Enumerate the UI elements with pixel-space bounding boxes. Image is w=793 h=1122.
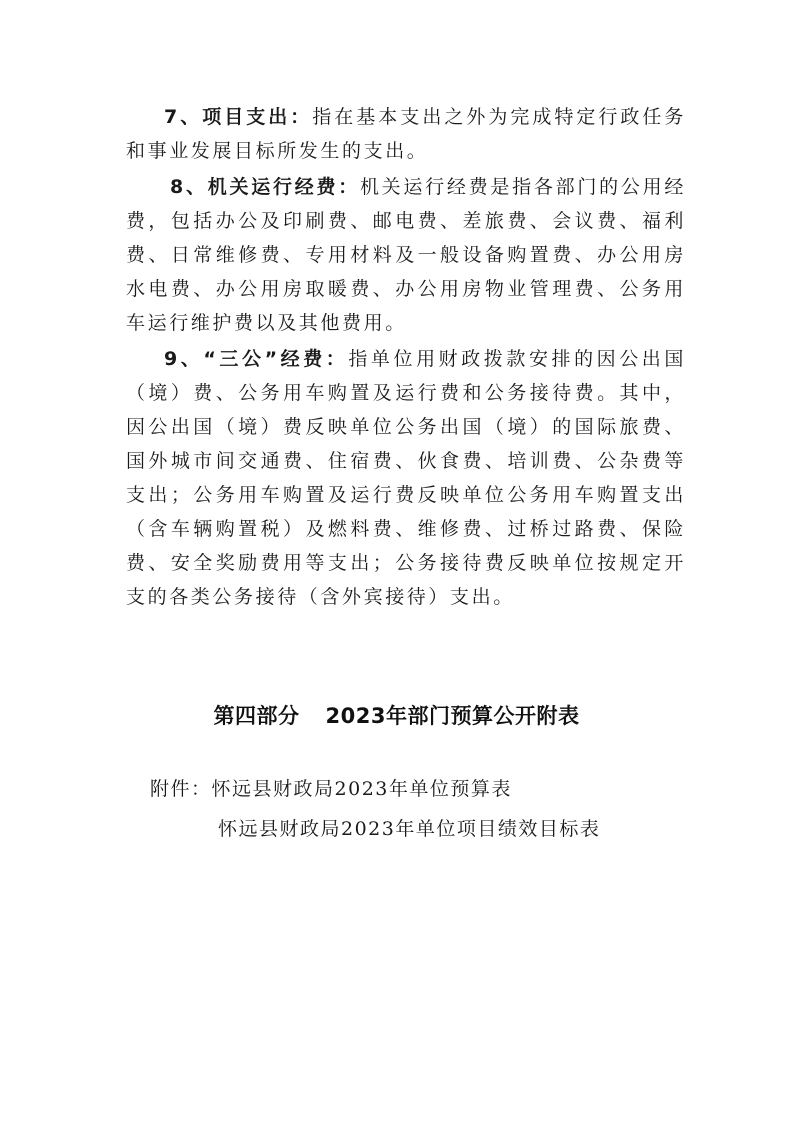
attachment-label: 附件： <box>150 778 212 800</box>
definition-term: 7、项目支出： <box>164 106 313 128</box>
attachment-title-2: 怀远县财政局2023年单位项目绩效目标表 <box>218 818 601 840</box>
definition-item-project-expenditure <box>126 100 686 168</box>
section-title-text: 2023年部门预算公开附表 <box>325 704 580 728</box>
definition-term: 8、机关运行经费： <box>170 176 360 198</box>
attachment-line-1 <box>150 772 512 806</box>
document-body <box>126 100 686 614</box>
definition-term: 9、“三公”经费： <box>164 348 349 370</box>
attachment-title-1: 怀远县财政局2023年单位预算表 <box>211 778 512 800</box>
definition-text: 指单位用财政拨款安排的因公出国（境）费、公务用车购置及运行费和公务接待费。其中，因公出国（境）费反映单位公务出国（境）的国际旅费、国外城市间交通费、住宿费、伙食费、培训费、公杂费等支出；公务用车购置及运行费反映单位公务用车购置支出（含车辆购置税）及燃料费、维修费、过桥过路费、保险费、安全奖励费用等支出；公务接待费反映单位按规定开支的各类公务接待（含外宾接待）支出。 <box>126 348 686 608</box>
attachment-line-2 <box>218 812 600 846</box>
definition-item-three-public-expenses <box>126 342 686 614</box>
definition-text: 机关运行经费是指各部门的公用经费，包括办公及印刷费、邮电费、差旅费、会议费、福利费、日常维修费、专用材料及一般设备购置费、办公用房水电费、办公用房取暖费、办公用房物业管理费、公务用车运行维护费以及其他费用。 <box>126 176 686 334</box>
section-part-label: 第四部分 <box>213 704 300 728</box>
definition-item-operating-expenses <box>126 170 686 340</box>
section-heading <box>0 700 793 730</box>
definition-text: 指在基本支出之外为完成特定行政任务和事业发展目标所发生的支出。 <box>126 106 687 162</box>
